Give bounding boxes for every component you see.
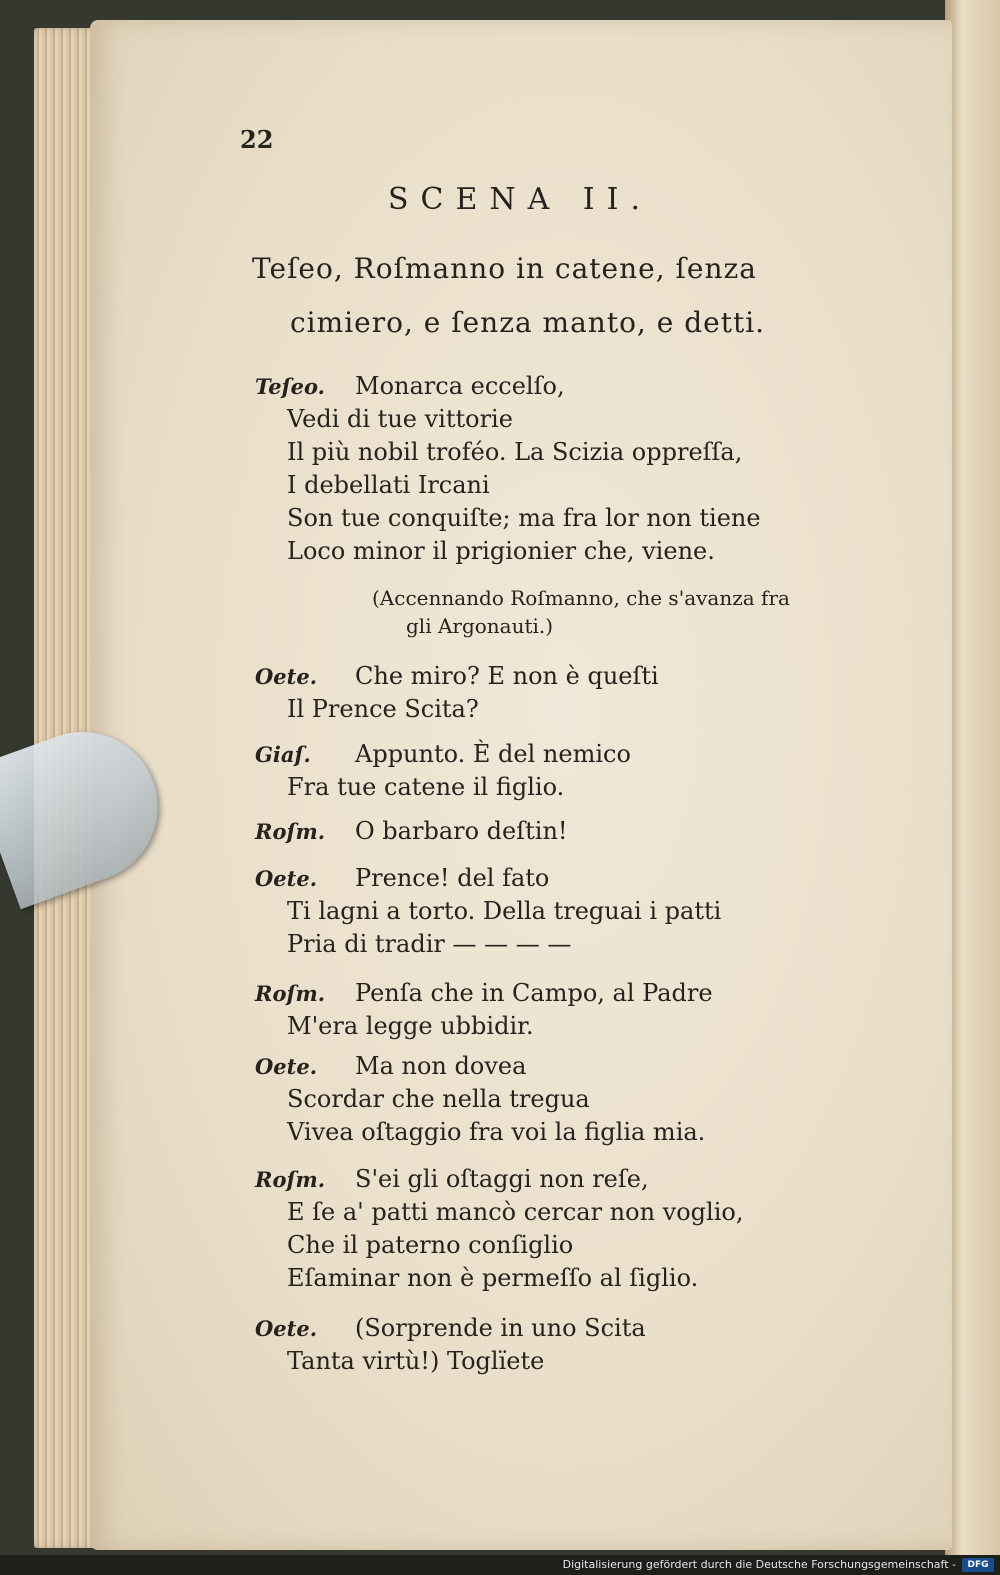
speaker-name: Roſm. <box>255 981 326 1006</box>
speaker-name: Oete. <box>255 1316 318 1341</box>
verse-line: Il più nobil troféo. La Scizia oppreſſa, <box>287 438 743 466</box>
speech-rosmanno <box>255 815 568 848</box>
verse-line: Scordar che nella tregua <box>287 1085 590 1113</box>
verse-line: Eſaminar non è permeſſo al ſiglio. <box>287 1264 699 1292</box>
verse-line: Loco minor il prigionier che, viene. <box>287 537 715 565</box>
footer-credit: Digitalisierung gefördert durch die Deutsche Forschungsgemeinschaft - <box>562 1558 956 1571</box>
opposite-page-edge <box>945 0 1000 1555</box>
verse-line: Penſa che in Campo, al Padre <box>355 979 713 1007</box>
verse-line: Vedi di tue vittorie <box>287 405 513 433</box>
aside-line: (Accennando Roſmanno, che s'avanza fra <box>372 586 790 610</box>
speech-oete <box>255 862 721 961</box>
verse-line: Che miro? E non è queſti <box>355 662 659 690</box>
verse-line: Il Prence Scita? <box>287 695 479 723</box>
verse-line: I debellati Ircani <box>287 471 490 499</box>
verse-line: O barbaro deſtin! <box>355 817 568 845</box>
verse-line: E ſe a' patti mancò cercar non voglio, <box>287 1198 744 1226</box>
verse-line: Ma non dovea <box>355 1052 527 1080</box>
speech-oete <box>255 660 659 726</box>
aside-line: gli Argonauti.) <box>406 614 554 638</box>
verse-line: Fra tue catene il figlio. <box>287 773 565 801</box>
stage-direction-line: Teſeo, Roſmanno in catene, ſenza <box>252 252 757 285</box>
speech-oete <box>255 1050 705 1149</box>
speech-giason <box>255 738 631 804</box>
verse-line: Appunto. È del nemico <box>355 740 631 768</box>
verse-line: Monarca eccelſo, <box>355 372 565 400</box>
speaker-name: Oete. <box>255 866 318 891</box>
scene-title: SCENA II. <box>387 182 653 217</box>
stage-direction-line: cimiero, e ſenza manto, e detti. <box>290 306 766 339</box>
verse-line: M'era legge ubbidir. <box>287 1012 534 1040</box>
verse-line: (Sorprende in uno Scita <box>355 1314 646 1342</box>
verse-line: Son tue conquiſte; ma fra lor non tiene <box>287 504 761 532</box>
verse-line: Che il paterno conſiglio <box>287 1231 574 1259</box>
verse-line: Tanta virtù!) Toglïete <box>287 1347 545 1375</box>
verse-line: Prence! del fato <box>355 864 550 892</box>
speaker-name: Oete. <box>255 1054 318 1079</box>
verse-line: Ti lagni a torto. Della treguai i patti <box>287 897 722 925</box>
speech-teseo <box>255 370 761 568</box>
speech-oete <box>255 1312 646 1378</box>
speaker-name: Roſm. <box>255 819 326 844</box>
speech-rosmanno <box>255 977 713 1043</box>
speech-rosmanno <box>255 1163 743 1295</box>
page-number: 22 <box>240 125 274 154</box>
speaker-name: Roſm. <box>255 1167 326 1192</box>
speaker-name: Oete. <box>255 664 318 689</box>
verse-line: Vivea oſtaggio fra voi la figlia mia. <box>287 1118 706 1146</box>
verse-line: Pria di tradir — — — — <box>287 930 572 958</box>
verse-line: S'ei gli oſtaggi non reſe, <box>355 1165 649 1193</box>
speaker-name: Teſeo. <box>255 374 325 399</box>
stage-aside <box>372 584 892 640</box>
stage-direction <box>252 242 892 350</box>
dfg-logo: DFG <box>962 1558 994 1572</box>
speaker-name: Giaſ. <box>255 742 311 767</box>
